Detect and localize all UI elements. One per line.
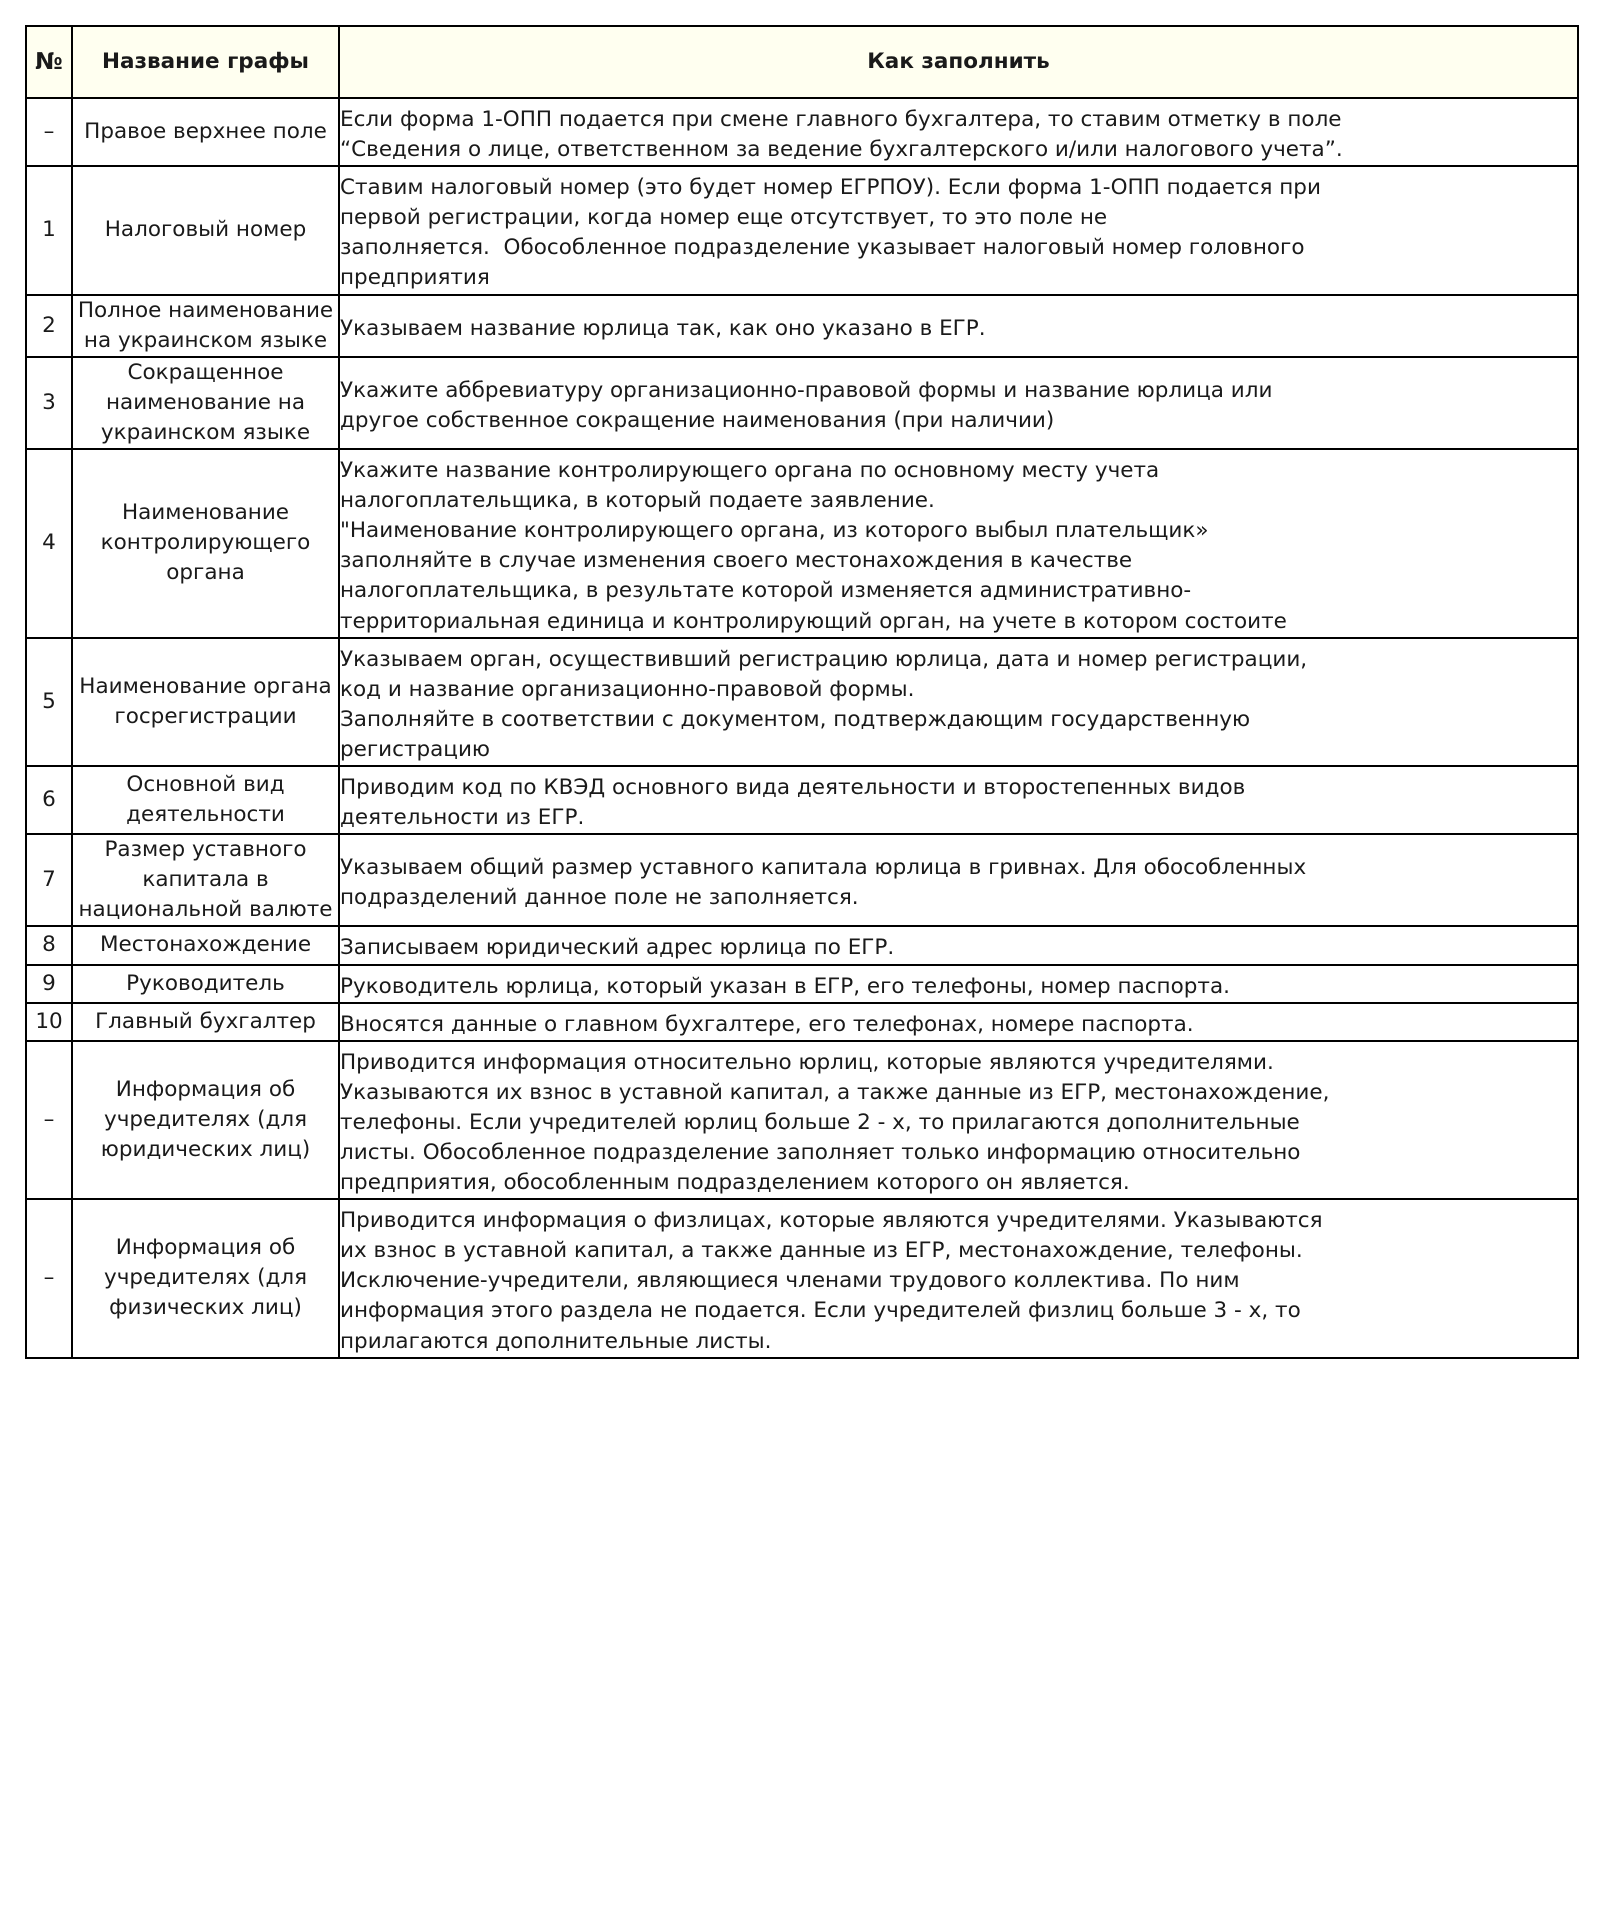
field-name-cell: Информация об учредителях (для юридических лиц) xyxy=(72,1041,339,1199)
how-to-fill-line: заполняется. Обособленное подразделение указывает налоговый номер головного xyxy=(340,235,1305,261)
field-name-cell: Информация об учредителях (для физических лиц) xyxy=(72,1199,339,1357)
how-to-fill-line: Приводим код по КВЭД основного вида деятельности и второстепенных видов xyxy=(340,774,1246,800)
how-to-fill-line: другое собственное сокращение наименования (при наличии) xyxy=(340,407,1055,433)
table-row xyxy=(26,98,1578,166)
row-number-cell: – xyxy=(26,98,72,166)
how-to-fill-cell xyxy=(339,449,1578,638)
form-1opp-reference-table xyxy=(25,25,1579,1359)
table-row xyxy=(26,295,1578,357)
field-name-cell: Полное наименование на украинском языке xyxy=(72,295,339,357)
column-header-how-to-fill: Как заполнить xyxy=(339,26,1578,98)
how-to-fill-cell xyxy=(339,638,1578,766)
how-to-fill-cell xyxy=(339,834,1578,926)
how-to-fill-line: Укажите аббревиатуру организационно-правовой формы и название юрлица или xyxy=(340,377,1273,403)
table-row xyxy=(26,1003,1578,1041)
field-name-cell: Сокращенное наименование на украинском языке xyxy=(72,357,339,449)
how-to-fill-cell xyxy=(339,1041,1578,1199)
row-number-cell: 5 xyxy=(26,638,72,766)
how-to-fill-line: первой регистрации, когда номер еще отсутствует, то это поле не xyxy=(340,205,1108,231)
row-number-cell: 4 xyxy=(26,449,72,638)
field-name-cell: Основной вид деятельности xyxy=(72,766,339,834)
table-row xyxy=(26,965,1578,1003)
table-row xyxy=(26,166,1578,294)
table-header-row xyxy=(26,26,1578,98)
how-to-fill-line: Записываем юридический адрес юрлица по ЕГР. xyxy=(340,935,895,961)
how-to-fill-line: подразделений данное поле не заполняется. xyxy=(340,885,859,911)
field-name-cell: Налоговый номер xyxy=(72,166,339,294)
table-row xyxy=(26,766,1578,834)
table-row xyxy=(26,926,1578,964)
field-name-cell: Главный бухгалтер xyxy=(72,1003,339,1041)
field-name-cell: Руководитель xyxy=(72,965,339,1003)
how-to-fill-line: Укажите название контролирующего органа по основному месту учета xyxy=(340,458,1160,484)
how-to-fill-cell xyxy=(339,1003,1578,1041)
row-number-cell: – xyxy=(26,1041,72,1199)
how-to-fill-line: налогоплательщика, в результате которой изменяется административно- xyxy=(340,578,1192,604)
how-to-fill-cell xyxy=(339,295,1578,357)
how-to-fill-line: территориальная единица и контролирующий орган, на учете в котором состоите xyxy=(340,608,1287,634)
how-to-fill-line: Указываем название юрлица так, как оно указано в ЕГР. xyxy=(340,315,986,341)
how-to-fill-line: прилагаются дополнительные листы. xyxy=(340,1328,772,1354)
how-to-fill-line: Исключение-учредители, являющиеся членами трудового коллектива. По ним xyxy=(340,1268,1240,1294)
how-to-fill-line: код и название организационно-правовой формы. xyxy=(340,676,915,702)
how-to-fill-line: “Сведения о лице, ответственном за ведение бухгалтерского и/или налогового учета”. xyxy=(340,137,1343,163)
how-to-fill-cell xyxy=(339,166,1578,294)
how-to-fill-line: телефоны. Если учредителей юрлиц больше 2 - х, то прилагаются дополнительные xyxy=(340,1109,1300,1135)
how-to-fill-line: предприятия xyxy=(340,265,490,291)
how-to-fill-line: предприятия, обособленным подразделением которого он является. xyxy=(340,1170,1130,1196)
table-row xyxy=(26,638,1578,766)
how-to-fill-line: заполняйте в случае изменения своего местонахождения в качестве xyxy=(340,548,1133,574)
how-to-fill-line: Руководитель юрлица, который указан в ЕГР, его телефоны, номер паспорта. xyxy=(340,973,1230,999)
how-to-fill-line: информация этого раздела не подается. Если учредителей физлиц больше 3 - х, то xyxy=(340,1298,1301,1324)
field-name-cell: Местонахождение xyxy=(72,926,339,964)
how-to-fill-cell xyxy=(339,926,1578,964)
field-name-cell: Размер уставного капитала в национальной валюте xyxy=(72,834,339,926)
table-body xyxy=(26,98,1578,1358)
how-to-fill-cell xyxy=(339,357,1578,449)
row-number-cell: 7 xyxy=(26,834,72,926)
row-number-cell: – xyxy=(26,1199,72,1357)
how-to-fill-line: Указываем общий размер уставного капитала юрлица в гривнах. Для обособленных xyxy=(340,855,1307,881)
how-to-fill-line: деятельности из ЕГР. xyxy=(340,805,585,831)
how-to-fill-cell xyxy=(339,1199,1578,1357)
row-number-cell: 3 xyxy=(26,357,72,449)
row-number-cell: 6 xyxy=(26,766,72,834)
column-header-number: № xyxy=(26,26,72,98)
row-number-cell: 2 xyxy=(26,295,72,357)
row-number-cell: 1 xyxy=(26,166,72,294)
row-number-cell: 8 xyxy=(26,926,72,964)
field-name-cell: Правое верхнее поле xyxy=(72,98,339,166)
column-header-field-name: Название графы xyxy=(72,26,339,98)
how-to-fill-line: Вносятся данные о главном бухгалтере, его телефонах, номере паспорта. xyxy=(340,1011,1194,1037)
how-to-fill-cell xyxy=(339,965,1578,1003)
how-to-fill-line: Приводится информация относительно юрлиц, которые являются учредителями. xyxy=(340,1049,1274,1075)
how-to-fill-line: Приводится информация о физлицах, которые являются учредителями. Указываются xyxy=(340,1208,1323,1234)
row-number-cell: 9 xyxy=(26,965,72,1003)
how-to-fill-line: Если форма 1-ОПП подается при смене главного бухгалтера, то ставим отметку в поле xyxy=(340,107,1342,132)
table-row xyxy=(26,449,1578,638)
how-to-fill-cell xyxy=(339,98,1578,166)
how-to-fill-line: Ставим налоговый номер (это будет номер ЕГРПОУ). Если форма 1-ОПП подается при xyxy=(340,175,1321,201)
table-row xyxy=(26,834,1578,926)
table-row xyxy=(26,1199,1578,1357)
how-to-fill-line: налогоплательщика, в который подаете заявление. xyxy=(340,488,935,514)
table-row xyxy=(26,1041,1578,1199)
table-row xyxy=(26,357,1578,449)
field-name-cell: Наименование органа госрегистрации xyxy=(72,638,339,766)
how-to-fill-line: Указываются их взнос в уставной капитал, а также данные из ЕГР, местонахождение, xyxy=(340,1079,1330,1105)
how-to-fill-line: листы. Обособленное подразделение заполняет только информацию относительно xyxy=(340,1140,1301,1165)
how-to-fill-line: "Наименование контролирующего органа, из которого выбыл плательщик» xyxy=(340,518,1209,544)
how-to-fill-line: Заполняйте в соответствии с документом, подтверждающим государственную xyxy=(340,706,1251,732)
row-number-cell: 10 xyxy=(26,1003,72,1041)
field-name-cell: Наименование контролирующего органа xyxy=(72,449,339,638)
how-to-fill-line: их взнос в уставной капитал, а также данные из ЕГР, местонахождение, телефоны. xyxy=(340,1238,1303,1264)
how-to-fill-line: Указываем орган, осуществивший регистрацию юрлица, дата и номер регистрации, xyxy=(340,646,1308,672)
how-to-fill-line: регистрацию xyxy=(340,736,491,762)
how-to-fill-cell xyxy=(339,766,1578,834)
table-header xyxy=(26,26,1578,98)
